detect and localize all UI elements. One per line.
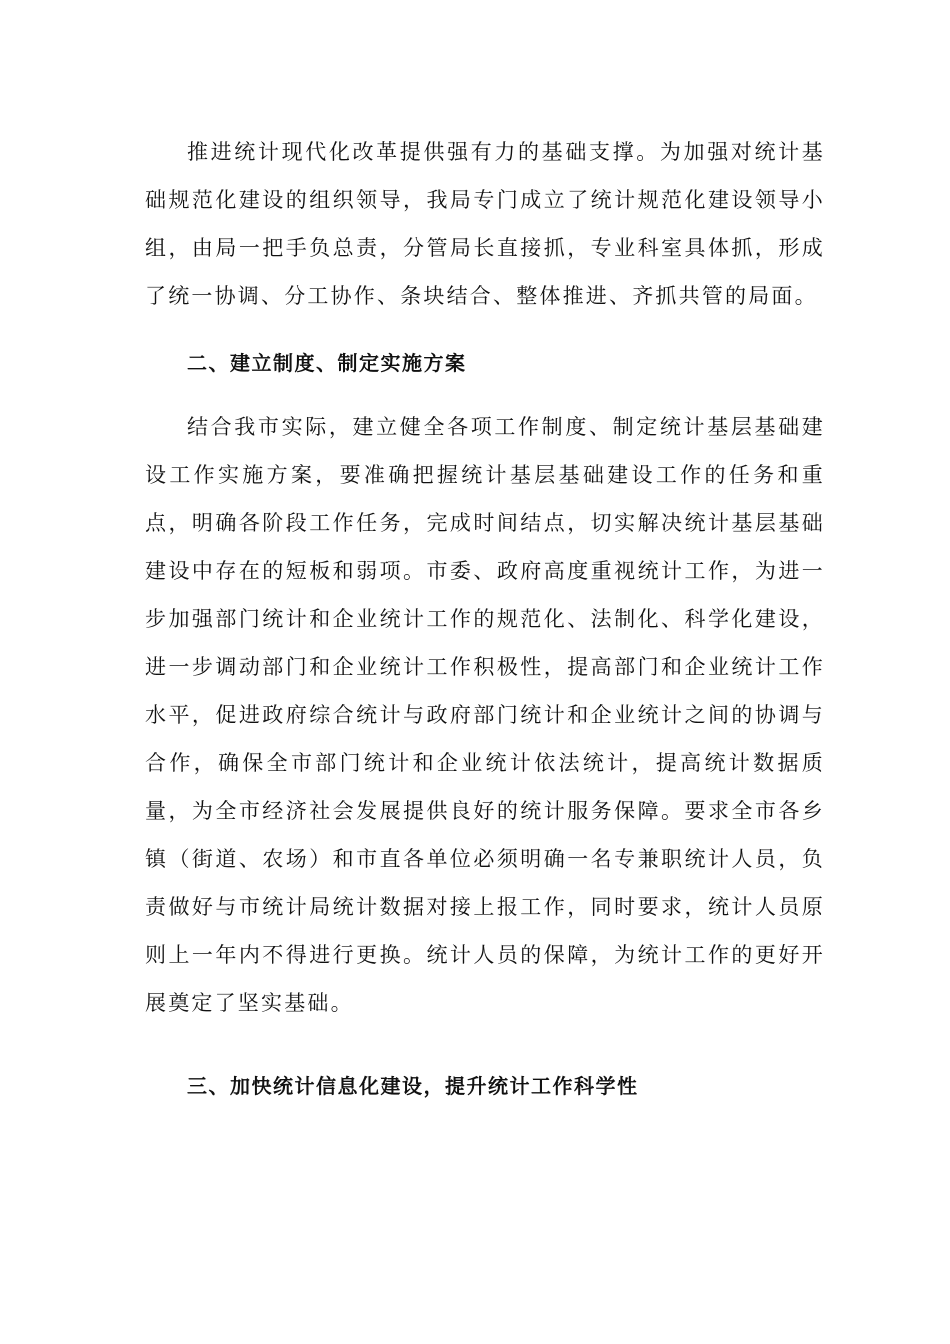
section-heading-3: 三、加快统计信息化建设，提升统计工作科学性 — [187, 1074, 639, 1098]
section-heading-2: 二、建立制度、制定实施方案 — [187, 351, 467, 375]
body-paragraph-2: 结合我市实际，建立健全各项工作制度、制定统计基层基础建设工作实施方案，要准确把握统计基层基础建设工作的任务和重点，明确各阶段工作任务，完成时间结点，切实解决统计基层基础建设中存在的短板和弱项。市委、政府高度重视统计工作，为进一步加强部门统计和企业统计工作的规范化、法制化、科学化建设，进一步调动部门和企业统计工作积极性，提高部门和企业统计工作水平，促进政府综合统计与政府部门统计和企业统计之间的协调与合作，确保全市部门统计和企业统计依法统计，提高统计数据质量，为全市经济社会发展提供良好的统计服务保障。要求全市各乡镇（街道、农场）和市直各单位必须明确一名专兼职统计人员，负责做好与市统计局统计数据对接上报工作，同时要求，统计人员原则上一年内不得进行更换。统计人员的保障，为统计工作的更好开展奠定了坚实基础。 — [145, 415, 825, 1015]
body-paragraph-1: 推进统计现代化改革提供强有力的基础支撑。为加强对统计基础规范化建设的组织领导，我局专门成立了统计规范化建设领导小组，由局一把手负总责，分管局长直接抓，专业科室具体抓，形成了统一协调、分工协作、条块结合、整体推进、齐抓共管的局面。 — [145, 140, 825, 308]
